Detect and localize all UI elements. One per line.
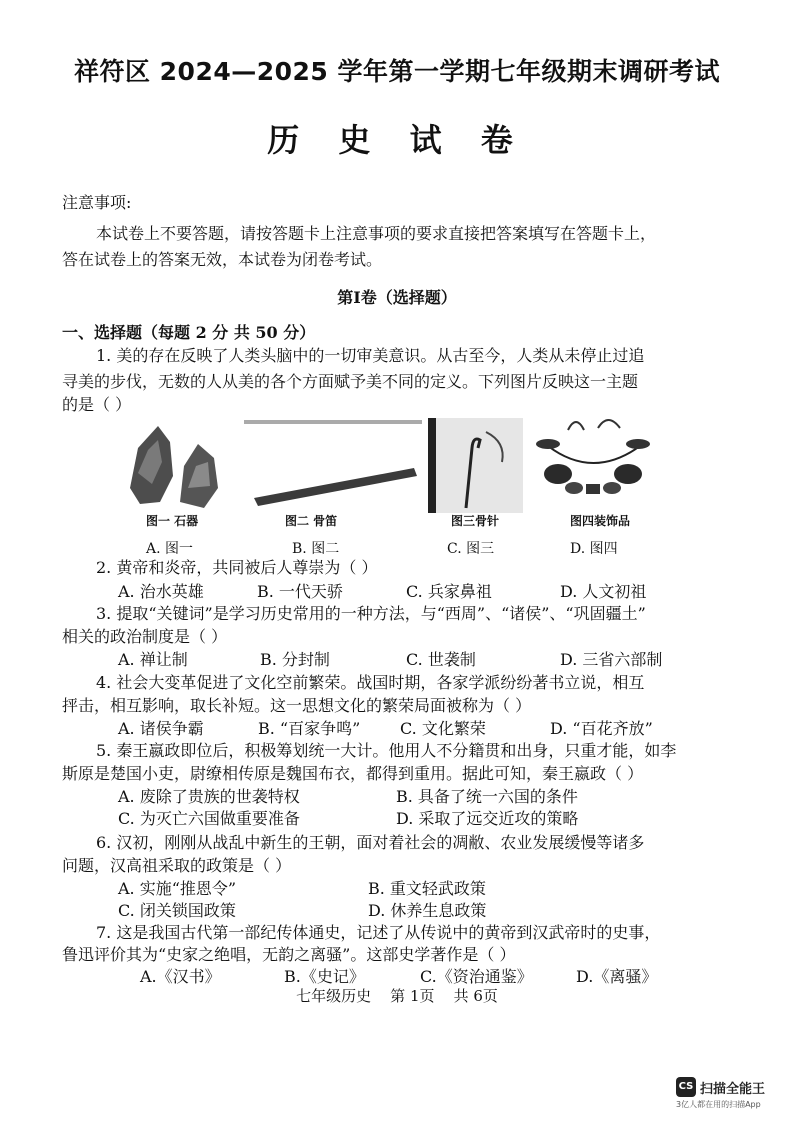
q1-caption-1: 图一 石器 xyxy=(146,514,199,528)
figure-bone-needle xyxy=(428,418,523,513)
figure-bone-flute xyxy=(244,420,422,515)
q1-stem-line-3: 的是（ ） xyxy=(62,395,132,414)
q6-option-b: B. 重文轻武政策 xyxy=(368,879,486,898)
q3-option-b: B. 分封制 xyxy=(260,650,330,669)
q5-option-a: A. 废除了贵族的世袭特权 xyxy=(118,787,300,806)
notice-line-2: 答在试卷上的答案无效，本试卷为闭卷考试。 xyxy=(62,250,383,269)
q2-option-a: A. 治水英雄 xyxy=(118,582,204,601)
q7-stem-line-1: 7. 这是我国古代第一部纪传体通史，记述了从传说中的黄帝到汉武帝时的史事， xyxy=(96,923,661,942)
figure-stone-tools xyxy=(118,418,228,513)
q3-option-d: D. 三省六部制 xyxy=(560,650,663,669)
section-one-title: 一、选择题（每题 2 分 共 50 分） xyxy=(62,323,316,342)
scanner-app-name: 扫描全能王 xyxy=(700,1082,766,1097)
q4-option-b: B. “百家争鸣” xyxy=(258,719,361,738)
q5-option-d: D. 采取了远交近攻的策略 xyxy=(396,809,579,828)
part-one-title: 第Ⅰ卷（选择题） xyxy=(337,288,457,307)
exam-title: 祥符区 2024—2025 学年第一学期七年级期末调研考试 xyxy=(73,57,721,86)
q7-option-b: B.《史记》 xyxy=(284,967,365,986)
q4-stem-line-1: 4. 社会大变革促进了文化空前繁荣。战国时期，各家学派纷纷著书立说，相互 xyxy=(96,673,645,692)
q2-option-b: B. 一代天骄 xyxy=(257,582,343,601)
q6-stem-line-1: 6. 汉初，刚刚从战乱中新生的王朝，面对着社会的凋敝、农业发展缓慢等诸多 xyxy=(96,833,645,852)
q4-option-a: A. 诸侯争霸 xyxy=(118,719,204,738)
q3-stem-line-1: 3. 提取“关键词”是学习历史常用的一种方法，与“西周”、“诸侯”、“巩固疆土” xyxy=(96,604,646,623)
figure-ornaments xyxy=(528,410,658,515)
q1-stem-line-1: 1. 美的存在反映了人类头脑中的一切审美意识。从古至今，人类从未停止过追 xyxy=(96,346,645,365)
q1-stem-line-2: 寻美的步伐，无数的人从美的各个方面赋予美不同的定义。下列图片反映这一主题 xyxy=(62,372,639,391)
q6-stem-line-2: 问题，汉高祖采取的政策是（ ） xyxy=(62,856,292,875)
scanner-watermark xyxy=(676,1075,780,1109)
q4-option-c: C. 文化繁荣 xyxy=(400,719,486,738)
q3-option-a: A. 禅让制 xyxy=(118,650,188,669)
page-footer: 七年级历史 第 1页 共 6页 xyxy=(296,987,498,1005)
q1-caption-4: 图四装饰品 xyxy=(570,514,631,528)
q1-option-b: B. 图二 xyxy=(292,541,340,557)
q7-stem-line-2: 鲁迅评价其为“史家之绝唱，无韵之离骚”。这部史学著作是（ ） xyxy=(62,945,516,964)
q5-stem-line-1: 5. 秦王嬴政即位后，积极筹划统一大计。他用人不分籍贯和出身，只重才能，如李 xyxy=(96,741,677,760)
q5-stem-line-2: 斯原是楚国小吏，尉缭相传原是魏国布衣，都得到重用。据此可知，秦王嬴政（ ） xyxy=(62,764,644,783)
q2-option-d: D. 人文初祖 xyxy=(560,582,647,601)
q6-option-d: D. 休养生息政策 xyxy=(368,901,487,920)
q2-option-c: C. 兵家鼻祖 xyxy=(406,582,492,601)
q4-option-d: D. “百花齐放” xyxy=(550,719,653,738)
q5-option-c: C. 为灭亡六国做重要准备 xyxy=(118,809,300,828)
q3-stem-line-2: 相关的政治制度是（ ） xyxy=(62,627,228,646)
scanner-logo-icon: CS xyxy=(676,1077,696,1097)
q6-option-a: A. 实施“推恩令” xyxy=(118,879,237,898)
q5-option-b: B. 具备了统一六国的条件 xyxy=(396,787,578,806)
subject-title: 历 史 试 卷 xyxy=(267,121,527,159)
q7-option-d: D.《离骚》 xyxy=(576,967,658,986)
q1-option-d: D. 图四 xyxy=(570,541,618,557)
q7-option-c: C.《资治通鉴》 xyxy=(420,967,533,986)
q1-option-a: A. 图一 xyxy=(146,541,194,557)
q6-option-c: C. 闭关锁国政策 xyxy=(118,901,236,920)
q1-option-c: C. 图三 xyxy=(447,541,495,557)
q4-stem-line-2: 抨击，相互影响，取长补短。这一思想文化的繁荣局面被称为（ ） xyxy=(62,696,532,715)
q1-caption-3: 图三骨针 xyxy=(451,514,500,528)
scanner-tagline: 3亿人都在用的扫描App xyxy=(676,1100,761,1109)
q3-option-c: C. 世袭制 xyxy=(406,650,476,669)
q1-caption-2: 图二 骨笛 xyxy=(285,514,338,528)
notice-line-1: 本试卷上不要答题，请按答题卡上注意事项的要求直接把答案填写在答题卡上， xyxy=(96,224,657,243)
q7-option-a: A.《汉书》 xyxy=(140,967,221,986)
notice-heading: 注意事项: xyxy=(62,193,132,212)
q2-stem: 2. 黄帝和炎帝，共同被后人尊崇为（ ） xyxy=(96,558,378,577)
